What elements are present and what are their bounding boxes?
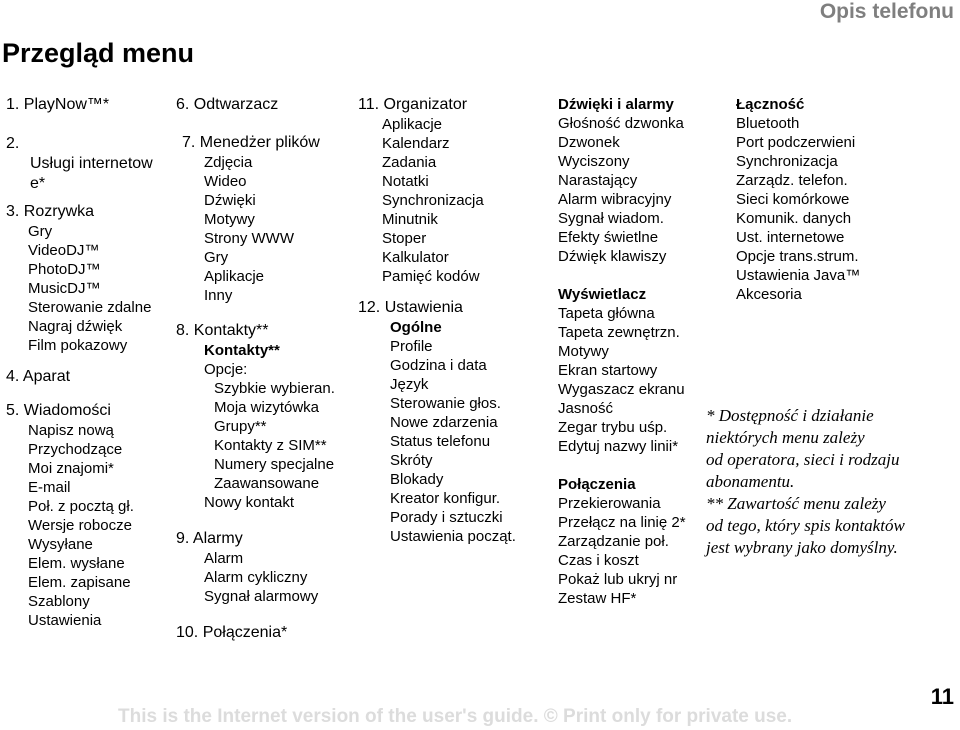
footnote-line: * Dostępność i działanie	[706, 406, 874, 425]
list-item: Grupy**	[214, 418, 267, 435]
list-item: Ust. internetowe	[736, 229, 845, 246]
list-item: Zadania	[382, 154, 437, 171]
menu-heading-aparat: 4. Aparat	[6, 368, 71, 385]
list-item: Wysyłane	[28, 536, 93, 553]
list-item: Wideo	[204, 173, 247, 190]
list-item: Strony WWW	[204, 230, 294, 247]
list-item: Nowe zdarzenia	[390, 414, 498, 431]
menu-heading-organizator: 11. Organizator	[358, 96, 468, 113]
list-item: Motywy	[558, 343, 609, 360]
submenu-heading-dzwieki: Dźwięki i alarmy	[558, 96, 674, 113]
list-item: E-mail	[28, 479, 71, 496]
list-item: Wersje robocze	[28, 517, 132, 534]
menu-heading-playnow: 1. PlayNow™*	[6, 96, 110, 113]
list-item: Gry	[204, 249, 229, 266]
list-item: Akcesoria	[736, 286, 802, 303]
list-item: Sterowanie głos.	[390, 395, 501, 412]
submenu-heading-polaczenia: Połączenia	[558, 476, 636, 493]
list-item: Port podczerwieni	[736, 134, 856, 151]
list-item: Pamięć kodów	[382, 268, 480, 285]
list-item: Zaawansowane	[214, 475, 320, 492]
list-item: Sygnał alarmowy	[204, 588, 319, 605]
list-item: Alarm wibracyjny	[558, 191, 672, 208]
footnote-line: od operatora, sieci i rodzaju	[706, 450, 900, 469]
list-item: VideoDJ™	[28, 242, 100, 259]
page-number: 11	[930, 684, 954, 709]
list-item: Aplikacje	[382, 116, 443, 133]
list-item: Sygnał wiadom.	[558, 210, 664, 227]
section-header: Opis telefonu	[819, 0, 954, 23]
list-item: Minutnik	[382, 211, 438, 228]
footnote-line: niektórych menu zależy	[706, 428, 865, 447]
list-item: Godzina i data	[390, 357, 487, 374]
list-item: Opcje:	[204, 361, 248, 378]
list-item: Alarm cykliczny	[204, 569, 308, 586]
menu-heading-ustawienia: 12. Ustawienia	[358, 299, 463, 316]
menu-heading-uslugi-line1: Usługi internetow	[30, 155, 153, 172]
list-item: Kreator konfigur.	[390, 490, 501, 507]
list-item: Czas i koszt	[558, 552, 639, 569]
list-item: Stoper	[382, 230, 427, 247]
list-item: Efekty świetlne	[558, 229, 659, 246]
list-item: Szablony	[28, 593, 90, 610]
list-item: Notatki	[382, 173, 429, 190]
list-item: Porady i sztuczki	[390, 509, 503, 526]
list-item: Zarządz. telefon.	[736, 172, 848, 189]
list-item: Nowy kontakt	[204, 494, 295, 511]
list-item: Opcje trans.strum.	[736, 248, 859, 265]
list-item: Synchronizacja	[736, 153, 838, 170]
footer-notice: This is the Internet version of the user's guide. © Print only for private use.	[118, 706, 793, 727]
menu-heading-alarmy: 9. Alarmy	[176, 530, 243, 547]
menu-heading-polaczenia: 10. Połączenia*	[176, 624, 288, 641]
footnote-line: jest wybrany jako domyślny.	[706, 538, 898, 557]
footnote-line: od tego, który spis kontaktów	[706, 516, 905, 535]
menu-heading-wiadomosci: 5. Wiadomości	[6, 402, 111, 419]
list-item: Tapeta główna	[558, 305, 655, 322]
menu-heading-menedzer: 7. Menedżer plików	[182, 134, 320, 151]
list-item: Ustawienia począt.	[390, 528, 516, 545]
list-item: Dzwonek	[558, 134, 620, 151]
list-item: Edytuj nazwy linii*	[558, 438, 679, 455]
list-item: Poł. z pocztą gł.	[28, 498, 134, 515]
list-item: Język	[390, 376, 429, 393]
list-item: Elem. wysłane	[28, 555, 125, 572]
list-item: Moi znajomi*	[28, 460, 114, 477]
menu-column-2	[176, 95, 335, 643]
footnote-line: ** Zawartość menu zależy	[706, 494, 886, 513]
list-item: Numery specjalne	[214, 456, 335, 473]
menu-heading-rozrywka: 3. Rozrywka	[6, 203, 95, 220]
list-item: Zdjęcia	[204, 154, 253, 171]
list-item: Zestaw HF*	[558, 590, 637, 607]
menu-column-1	[6, 95, 153, 630]
menu-heading-kontakty: 8. Kontakty**	[176, 322, 269, 339]
list-item: Kalkulator	[382, 249, 449, 266]
menu-column-3	[358, 95, 516, 546]
list-item: Gry	[28, 223, 53, 240]
list-item: Alarm	[204, 550, 244, 567]
list-item: Ekran startowy	[558, 362, 658, 379]
list-item: Komunik. danych	[736, 210, 852, 227]
menu-heading-odtwarzacz: 6. Odtwarzacz	[176, 96, 279, 113]
list-item: Napisz nową	[28, 422, 114, 439]
list-item: Blokady	[390, 471, 444, 488]
list-item: MusicDJ™	[28, 280, 101, 297]
menu-column-4	[558, 95, 686, 608]
list-item: Dźwięk klawiszy	[558, 248, 667, 265]
list-item: Dźwięki	[204, 192, 256, 209]
submenu-heading-ogolne: Ogólne	[390, 319, 442, 336]
list-item: Szybkie wybieran.	[214, 380, 335, 397]
list-item: Kontakty z SIM**	[214, 437, 327, 454]
list-item: Wygaszacz ekranu	[558, 381, 685, 398]
list-item: Sieci komórkowe	[736, 191, 850, 208]
list-item: Nagraj dźwięk	[28, 318, 123, 335]
list-item: Przełącz na linię 2*	[558, 514, 686, 531]
list-item: Synchronizacja	[382, 192, 484, 209]
list-item: Przychodzące	[28, 441, 123, 458]
list-item: Wyciszony	[558, 153, 630, 170]
list-item: Elem. zapisane	[28, 574, 131, 591]
page-title: Przegląd menu	[2, 38, 195, 68]
list-item: Tapeta zewnętrzn.	[558, 324, 680, 341]
list-item: Zarządzanie poł.	[558, 533, 669, 550]
list-item: Aplikacje	[204, 268, 265, 285]
menu-heading-uslugi-line2: e*	[30, 175, 46, 192]
list-item: Zegar trybu uśp.	[558, 419, 668, 436]
list-item: Jasność	[558, 400, 614, 417]
list-item: Moja wizytówka	[214, 399, 320, 416]
list-item: PhotoDJ™	[28, 261, 101, 278]
list-item: Sterowanie zdalne	[28, 299, 152, 316]
menu-heading-uslugi-number: 2.	[6, 135, 20, 152]
submenu-heading-kontakty: Kontakty**	[204, 342, 280, 359]
list-item: Film pokazowy	[28, 337, 128, 354]
list-item: Motywy	[204, 211, 255, 228]
list-item: Profile	[390, 338, 433, 355]
list-item: Ustawienia Java™	[736, 267, 861, 284]
list-item: Pokaż lub ukryj nr	[558, 571, 678, 588]
list-item: Kalendarz	[382, 135, 450, 152]
list-item: Narastający	[558, 172, 638, 189]
submenu-heading-wyswietlacz: Wyświetlacz	[558, 286, 647, 303]
list-item: Inny	[204, 287, 233, 304]
menu-column-5	[736, 95, 860, 304]
footnote-line: abonamentu.	[706, 472, 795, 491]
list-item: Skróty	[390, 452, 433, 469]
list-item: Bluetooth	[736, 115, 800, 132]
list-item: Przekierowania	[558, 495, 661, 512]
list-item: Głośność dzwonka	[558, 115, 684, 132]
list-item: Ustawienia	[28, 612, 102, 629]
footnote	[706, 405, 956, 559]
list-item: Status telefonu	[390, 433, 491, 450]
submenu-heading-lacznosc: Łączność	[736, 96, 805, 113]
